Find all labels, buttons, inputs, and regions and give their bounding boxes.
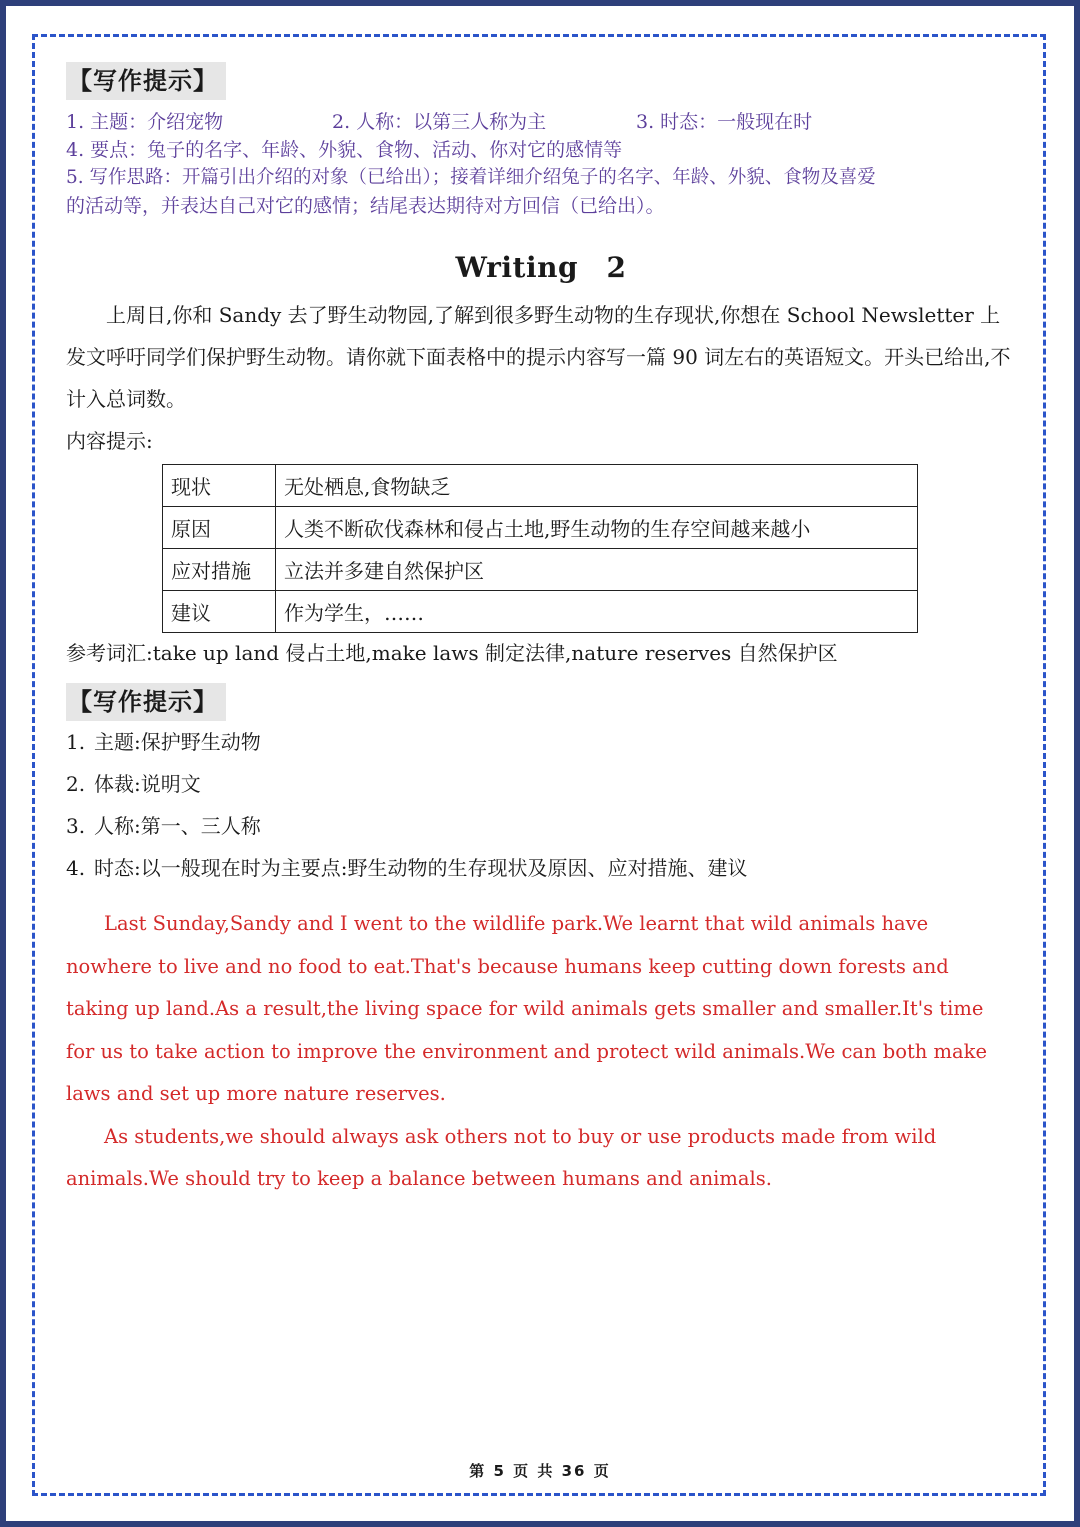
table-value: 无处栖息,食物缺乏 [276,465,918,507]
writing-hints [66,683,1016,889]
reference-vocabulary: 参考词汇:take up land 侵占土地,make laws 制定法律,nature reserves 自然保护区 [66,641,838,665]
hint-item: 2. 体裁:说明文 [66,772,201,796]
hint-item: 4. 时态:以一般现在时为主要点:野生动物的生存现状及原因、应对措施、建议 [66,856,748,880]
hint-points: 4. 要点：兔子的名字、年龄、外貌、食物、活动、你对它的感情等 [66,139,623,161]
hint-topic: 1. 主题：介绍宠物 [66,111,224,133]
document-content [66,62,1016,1201]
hint-item: 1. 主题:保护野生动物 [66,730,261,754]
table-row [163,507,918,549]
hint-idea-line1: 5. 写作思路：开篇引出介绍的对象（已给出）；接着详细介绍兔子的名字、年龄、外貌、食物及喜爱 [66,167,876,188]
hint-person: 2. 人称：以第三人称为主 [332,111,547,133]
table-row [163,465,918,507]
table-row [163,591,918,633]
table-row [163,549,918,591]
intro-text: 上周日,你和 Sandy 去了野生动物园,了解到很多野生动物的生存现状,你想在 School Newsletter 上发文呼吁同学们保护野生动物。请你就下面表格中的提示内容写一篇 90 词左右的英语短文。开头已给出,不计入总词数。 [66,303,1011,411]
table-value: 作为学生，…… [276,591,918,633]
hint-tense: 3. 时态：一般现在时 [636,111,813,133]
content-table [162,464,918,633]
table-key: 原因 [163,507,276,549]
sample-essay [66,903,1016,1201]
table-value: 人类不断砍伐森林和侵占土地,野生动物的生存空间越来越小 [276,507,918,549]
previous-writing-hints [66,108,1016,220]
table-value: 立法并多建自然保护区 [276,549,918,591]
content-label: 内容提示: [66,429,153,453]
hint-item: 3. 人称:第一、三人称 [66,814,261,838]
hint-idea-line2: 的活动等，并表达自己对它的感情；结尾表达期待对方回信（已给出）。 [66,195,665,217]
essay-paragraph-2: As students,we should always ask others not to buy or use products made from wild animals.We should try to keep a balance between humans and animals. [66,1124,937,1190]
table-key: 建议 [163,591,276,633]
hint-heading-2: 【写作提示】 [66,683,226,721]
table-key: 应对措施 [163,549,276,591]
essay-paragraph-1: Last Sunday,Sandy and I went to the wildlife park.We learnt that wild animals have nowhere to live and no food to eat.That's because humans keep cutting down forests and taking up land.As a result,the living space for wild animals gets smaller and smaller.It's time for us to take action to improve the environment and protect wild animals.We can both make laws and set up more nature reserves. [66,912,988,1105]
section-title: Writing 2 [455,251,627,284]
table-key: 现状 [163,465,276,507]
hint-heading-1: 【写作提示】 [66,62,226,100]
task-intro [66,294,1016,420]
page-footer: 第 5 页 共 36 页 [469,1462,611,1480]
